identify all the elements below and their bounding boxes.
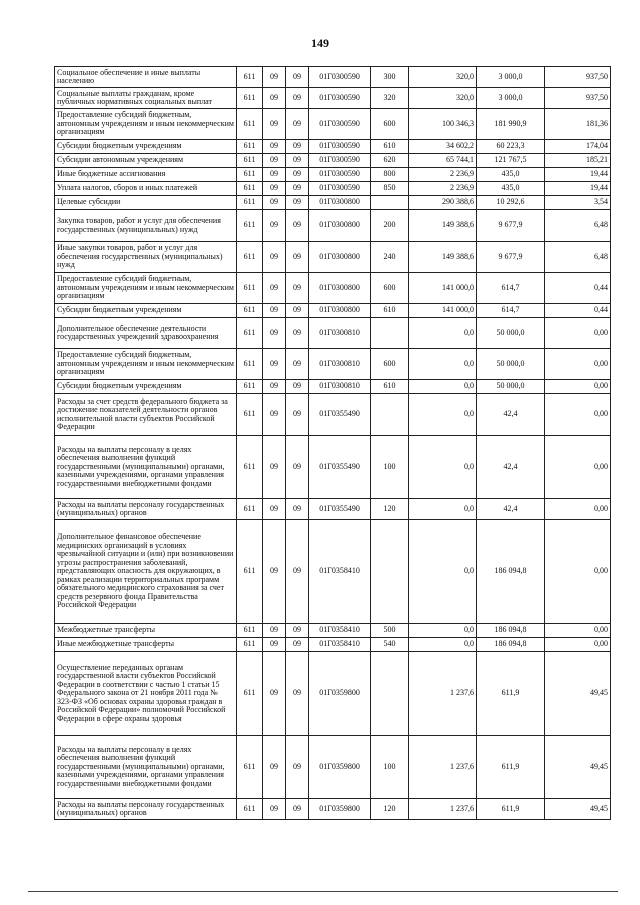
table-row: [55, 210, 611, 242]
row-amount-plan: 290 388,6: [409, 196, 477, 210]
row-expense-type: 610: [371, 304, 409, 318]
row-section-code: 09: [263, 349, 286, 380]
row-name: Субсидии автономным учреждениям: [55, 154, 237, 168]
row-amount-plan: 2 236,9: [409, 168, 477, 182]
row-amount-actual: 186 094,8: [477, 520, 545, 624]
row-subsection-code: 09: [286, 67, 309, 88]
row-admin-code: 611: [237, 638, 263, 652]
row-target-article: 01Г0359800: [309, 736, 371, 799]
row-expense-type: 540: [371, 638, 409, 652]
row-target-article: 01Г0300800: [309, 242, 371, 273]
row-subsection-code: 09: [286, 109, 309, 140]
row-target-article: 01Г0359800: [309, 652, 371, 736]
row-amount-actual: 3 000,0: [477, 67, 545, 88]
row-section-code: 09: [263, 380, 286, 394]
table-row: [55, 196, 611, 210]
row-subsection-code: 09: [286, 652, 309, 736]
row-name: Целевые субсидии: [55, 196, 237, 210]
row-expense-type: 100: [371, 736, 409, 799]
row-admin-code: 611: [237, 273, 263, 304]
row-subsection-code: 09: [286, 638, 309, 652]
table-body: [55, 67, 611, 820]
row-target-article: 01Г0358410: [309, 624, 371, 638]
row-subsection-code: 09: [286, 210, 309, 242]
row-section-code: 09: [263, 182, 286, 196]
row-target-article: 01Г0300800: [309, 304, 371, 318]
table-row: [55, 140, 611, 154]
row-admin-code: 611: [237, 210, 263, 242]
row-target-article: 01Г0359800: [309, 799, 371, 820]
row-section-code: 09: [263, 242, 286, 273]
row-percent: 0,00: [545, 520, 611, 624]
row-subsection-code: 09: [286, 88, 309, 109]
row-amount-plan: 100 346,3: [409, 109, 477, 140]
row-admin-code: 611: [237, 736, 263, 799]
row-target-article: 01Г0355490: [309, 394, 371, 436]
row-admin-code: 611: [237, 318, 263, 349]
row-expense-type: 300: [371, 67, 409, 88]
row-amount-actual: 186 094,8: [477, 624, 545, 638]
row-admin-code: 611: [237, 168, 263, 182]
row-target-article: 01Г0300590: [309, 168, 371, 182]
row-admin-code: 611: [237, 799, 263, 820]
row-subsection-code: 09: [286, 304, 309, 318]
row-percent: 6,48: [545, 210, 611, 242]
row-admin-code: 611: [237, 652, 263, 736]
row-target-article: 01Г0300800: [309, 210, 371, 242]
row-target-article: 01Г0358410: [309, 638, 371, 652]
row-amount-actual: 42,4: [477, 436, 545, 499]
row-target-article: 01Г0300590: [309, 140, 371, 154]
row-expense-type: 620: [371, 154, 409, 168]
row-amount-actual: 9 677,9: [477, 210, 545, 242]
row-expense-type: 500: [371, 624, 409, 638]
row-name: Расходы за счет средств федерального бюджета за достижение показателей деятельности органов исполнительной власти субъектов Российской Федерации: [55, 394, 237, 436]
row-target-article: 01Г0300590: [309, 67, 371, 88]
row-amount-actual: 611,9: [477, 736, 545, 799]
table-row: [55, 109, 611, 140]
row-expense-type: [371, 318, 409, 349]
row-section-code: 09: [263, 318, 286, 349]
row-percent: 0,00: [545, 318, 611, 349]
row-amount-plan: 34 602,2: [409, 140, 477, 154]
row-section-code: 09: [263, 520, 286, 624]
row-name: Предоставление субсидий бюджетным, автономным учреждениям и иным некоммерческим организациям: [55, 109, 237, 140]
row-subsection-code: 09: [286, 736, 309, 799]
bottom-rule: [28, 891, 618, 892]
row-amount-actual: 50 000,0: [477, 349, 545, 380]
table-row: [55, 436, 611, 499]
row-target-article: 01Г0300800: [309, 273, 371, 304]
row-target-article: 01Г0355490: [309, 436, 371, 499]
table-row: [55, 242, 611, 273]
row-target-article: 01Г0300810: [309, 380, 371, 394]
row-amount-plan: 1 237,6: [409, 799, 477, 820]
row-amount-plan: 0,0: [409, 499, 477, 520]
row-name: Иные межбюджетные трансферты: [55, 638, 237, 652]
row-target-article: 01Г0300590: [309, 109, 371, 140]
row-amount-plan: 141 000,0: [409, 273, 477, 304]
table-row: [55, 799, 611, 820]
row-amount-actual: 611,9: [477, 652, 545, 736]
row-amount-plan: 0,0: [409, 394, 477, 436]
row-name: Предоставление субсидий бюджетным, автономным учреждениям и иным некоммерческим организациям: [55, 273, 237, 304]
row-target-article: 01Г0355490: [309, 499, 371, 520]
row-expense-type: 610: [371, 140, 409, 154]
row-subsection-code: 09: [286, 242, 309, 273]
row-amount-plan: 2 236,9: [409, 182, 477, 196]
row-subsection-code: 09: [286, 182, 309, 196]
row-expense-type: 240: [371, 242, 409, 273]
row-amount-actual: 3 000,0: [477, 88, 545, 109]
row-name: Дополнительное обеспечение деятельности государственных учреждений здравоохранения: [55, 318, 237, 349]
row-admin-code: 611: [237, 88, 263, 109]
table-row: [55, 273, 611, 304]
row-target-article: 01Г0300590: [309, 154, 371, 168]
table-row: [55, 304, 611, 318]
row-amount-plan: 0,0: [409, 624, 477, 638]
row-section-code: 09: [263, 88, 286, 109]
row-percent: 0,00: [545, 394, 611, 436]
row-section-code: 09: [263, 109, 286, 140]
row-admin-code: 611: [237, 242, 263, 273]
row-admin-code: 611: [237, 196, 263, 210]
row-expense-type: 610: [371, 380, 409, 394]
row-name: Межбюджетные трансферты: [55, 624, 237, 638]
row-target-article: 01Г0358410: [309, 520, 371, 624]
row-amount-plan: 1 237,6: [409, 736, 477, 799]
row-percent: 19,44: [545, 168, 611, 182]
row-expense-type: 850: [371, 182, 409, 196]
row-amount-actual: 60 223,3: [477, 140, 545, 154]
row-percent: 937,50: [545, 67, 611, 88]
row-expense-type: [371, 652, 409, 736]
row-expense-type: 120: [371, 499, 409, 520]
row-section-code: 09: [263, 168, 286, 182]
row-admin-code: 611: [237, 394, 263, 436]
row-section-code: 09: [263, 799, 286, 820]
row-amount-plan: 141 000,0: [409, 304, 477, 318]
table-row: [55, 638, 611, 652]
row-percent: 0,00: [545, 624, 611, 638]
row-name: Субсидии бюджетным учреждениям: [55, 304, 237, 318]
row-admin-code: 611: [237, 380, 263, 394]
row-section-code: 09: [263, 210, 286, 242]
row-name: Уплата налогов, сборов и иных платежей: [55, 182, 237, 196]
row-admin-code: 611: [237, 349, 263, 380]
table-row: [55, 349, 611, 380]
row-name: Расходы на выплаты персоналу государственных (муниципальных) органов: [55, 799, 237, 820]
table-row: [55, 736, 611, 799]
row-amount-plan: 65 744,1: [409, 154, 477, 168]
row-amount-actual: 435,0: [477, 182, 545, 196]
row-percent: 49,45: [545, 652, 611, 736]
row-name: Иные бюджетные ассигнования: [55, 168, 237, 182]
row-amount-actual: 435,0: [477, 168, 545, 182]
row-amount-actual: 121 767,5: [477, 154, 545, 168]
row-subsection-code: 09: [286, 154, 309, 168]
row-percent: 174,04: [545, 140, 611, 154]
row-percent: 181,36: [545, 109, 611, 140]
row-amount-actual: 50 000,0: [477, 318, 545, 349]
row-section-code: 09: [263, 624, 286, 638]
row-section-code: 09: [263, 304, 286, 318]
row-amount-plan: 0,0: [409, 349, 477, 380]
row-subsection-code: 09: [286, 140, 309, 154]
table-row: [55, 520, 611, 624]
table-row: [55, 652, 611, 736]
row-expense-type: [371, 394, 409, 436]
row-name: Расходы на выплаты персоналу государственных (муниципальных) органов: [55, 499, 237, 520]
row-amount-actual: 614,7: [477, 304, 545, 318]
row-section-code: 09: [263, 154, 286, 168]
row-section-code: 09: [263, 638, 286, 652]
table-row: [55, 182, 611, 196]
row-name: Дополнительное финансовое обеспечение медицинских организаций в условиях чрезвычайной ситуации и (или) при возникновении угрозы распространения заболеваний, представляющих опасность для окружающих, в рамках реализации территориальных программ обязательного медицинского страхования за счет средств резервного фонда Правительства Российской Федерации: [55, 520, 237, 624]
table-row: [55, 67, 611, 88]
row-admin-code: 611: [237, 624, 263, 638]
row-admin-code: 611: [237, 520, 263, 624]
row-percent: 0,44: [545, 304, 611, 318]
row-percent: 49,45: [545, 799, 611, 820]
row-expense-type: 800: [371, 168, 409, 182]
row-amount-actual: 9 677,9: [477, 242, 545, 273]
row-expense-type: [371, 520, 409, 624]
row-amount-plan: 0,0: [409, 436, 477, 499]
row-expense-type: 320: [371, 88, 409, 109]
row-percent: 19,44: [545, 182, 611, 196]
row-expense-type: 100: [371, 436, 409, 499]
row-amount-plan: 0,0: [409, 638, 477, 652]
row-target-article: 01Г0300590: [309, 88, 371, 109]
row-subsection-code: 09: [286, 318, 309, 349]
row-admin-code: 611: [237, 140, 263, 154]
row-amount-actual: 10 292,6: [477, 196, 545, 210]
row-expense-type: 600: [371, 349, 409, 380]
row-amount-actual: 614,7: [477, 273, 545, 304]
row-expense-type: 120: [371, 799, 409, 820]
row-section-code: 09: [263, 67, 286, 88]
row-name: Иные закупки товаров, работ и услуг для обеспечения государственных (муниципальных) нужд: [55, 242, 237, 273]
row-subsection-code: 09: [286, 520, 309, 624]
row-percent: 0,00: [545, 638, 611, 652]
row-expense-type: 600: [371, 109, 409, 140]
row-section-code: 09: [263, 394, 286, 436]
row-amount-actual: 181 990,9: [477, 109, 545, 140]
row-subsection-code: 09: [286, 273, 309, 304]
row-admin-code: 611: [237, 304, 263, 318]
table-row: [55, 88, 611, 109]
row-percent: 937,50: [545, 88, 611, 109]
row-admin-code: 611: [237, 67, 263, 88]
row-section-code: 09: [263, 652, 286, 736]
row-percent: 0,00: [545, 499, 611, 520]
row-percent: 0,00: [545, 349, 611, 380]
row-name: Предоставление субсидий бюджетным, автономным учреждениям и иным некоммерческим организациям: [55, 349, 237, 380]
row-amount-plan: 149 388,6: [409, 210, 477, 242]
row-subsection-code: 09: [286, 799, 309, 820]
row-expense-type: 600: [371, 273, 409, 304]
row-section-code: 09: [263, 273, 286, 304]
budget-table: [54, 66, 611, 820]
table-row: [55, 318, 611, 349]
row-section-code: 09: [263, 736, 286, 799]
row-amount-plan: 0,0: [409, 520, 477, 624]
row-expense-type: [371, 196, 409, 210]
row-amount-actual: 42,4: [477, 499, 545, 520]
row-amount-plan: 149 388,6: [409, 242, 477, 273]
row-percent: 3,54: [545, 196, 611, 210]
table-row: [55, 499, 611, 520]
row-name: Закупка товаров, работ и услуг для обеспечения государственных (муниципальных) нужд: [55, 210, 237, 242]
table-row: [55, 624, 611, 638]
row-admin-code: 611: [237, 499, 263, 520]
row-name: Расходы на выплаты персоналу в целях обеспечения выполнения функций государственными (муниципальными) органами, казенными учреждениями, органами управления государственными внебюджетными фондами: [55, 436, 237, 499]
row-name: Субсидии бюджетным учреждениям: [55, 140, 237, 154]
row-target-article: 01Г0300590: [309, 182, 371, 196]
table-row: [55, 380, 611, 394]
row-name: Осуществление переданных органам государственной власти субъектов Российской Федерации в соответствии с частью 1 статьи 15 Федерального закона от 21 ноября 2011 года № 323-ФЗ «Об основах охраны здоровья граждан в Российской Федерации» полномочий Российской Федерации в сфере охраны здоровья: [55, 652, 237, 736]
row-subsection-code: 09: [286, 394, 309, 436]
row-amount-actual: 186 094,8: [477, 638, 545, 652]
table-row: [55, 154, 611, 168]
row-amount-actual: 50 000,0: [477, 380, 545, 394]
row-section-code: 09: [263, 196, 286, 210]
row-percent: 185,21: [545, 154, 611, 168]
row-amount-plan: 320,0: [409, 88, 477, 109]
row-percent: 6,48: [545, 242, 611, 273]
row-admin-code: 611: [237, 109, 263, 140]
row-admin-code: 611: [237, 154, 263, 168]
row-expense-type: 200: [371, 210, 409, 242]
row-admin-code: 611: [237, 182, 263, 196]
row-name: Социальные выплаты гражданам, кроме публичных нормативных социальных выплат: [55, 88, 237, 109]
row-subsection-code: 09: [286, 168, 309, 182]
page-number: 149: [311, 36, 329, 50]
row-percent: 0,00: [545, 380, 611, 394]
row-target-article: 01Г0300810: [309, 318, 371, 349]
row-target-article: 01Г0300810: [309, 349, 371, 380]
row-name: Расходы на выплаты персоналу в целях обеспечения выполнения функций государственными (муниципальными) органами, казенными учреждениями, органами управления государственными внебюджетными фондами: [55, 736, 237, 799]
row-subsection-code: 09: [286, 436, 309, 499]
table-row: [55, 168, 611, 182]
row-amount-plan: 1 237,6: [409, 652, 477, 736]
row-amount-plan: 0,0: [409, 380, 477, 394]
row-name: Субсидии бюджетным учреждениям: [55, 380, 237, 394]
row-amount-plan: 0,0: [409, 318, 477, 349]
row-name: Социальное обеспечение и иные выплаты населению: [55, 67, 237, 88]
row-subsection-code: 09: [286, 380, 309, 394]
row-admin-code: 611: [237, 436, 263, 499]
row-percent: 0,00: [545, 436, 611, 499]
row-subsection-code: 09: [286, 499, 309, 520]
row-subsection-code: 09: [286, 196, 309, 210]
row-percent: 49,45: [545, 736, 611, 799]
row-subsection-code: 09: [286, 624, 309, 638]
table-row: [55, 394, 611, 436]
row-amount-actual: 42,4: [477, 394, 545, 436]
row-subsection-code: 09: [286, 349, 309, 380]
row-section-code: 09: [263, 436, 286, 499]
row-percent: 0,44: [545, 273, 611, 304]
row-amount-plan: 320,0: [409, 67, 477, 88]
row-section-code: 09: [263, 140, 286, 154]
row-target-article: 01Г0300800: [309, 196, 371, 210]
row-section-code: 09: [263, 499, 286, 520]
row-amount-actual: 611,9: [477, 799, 545, 820]
